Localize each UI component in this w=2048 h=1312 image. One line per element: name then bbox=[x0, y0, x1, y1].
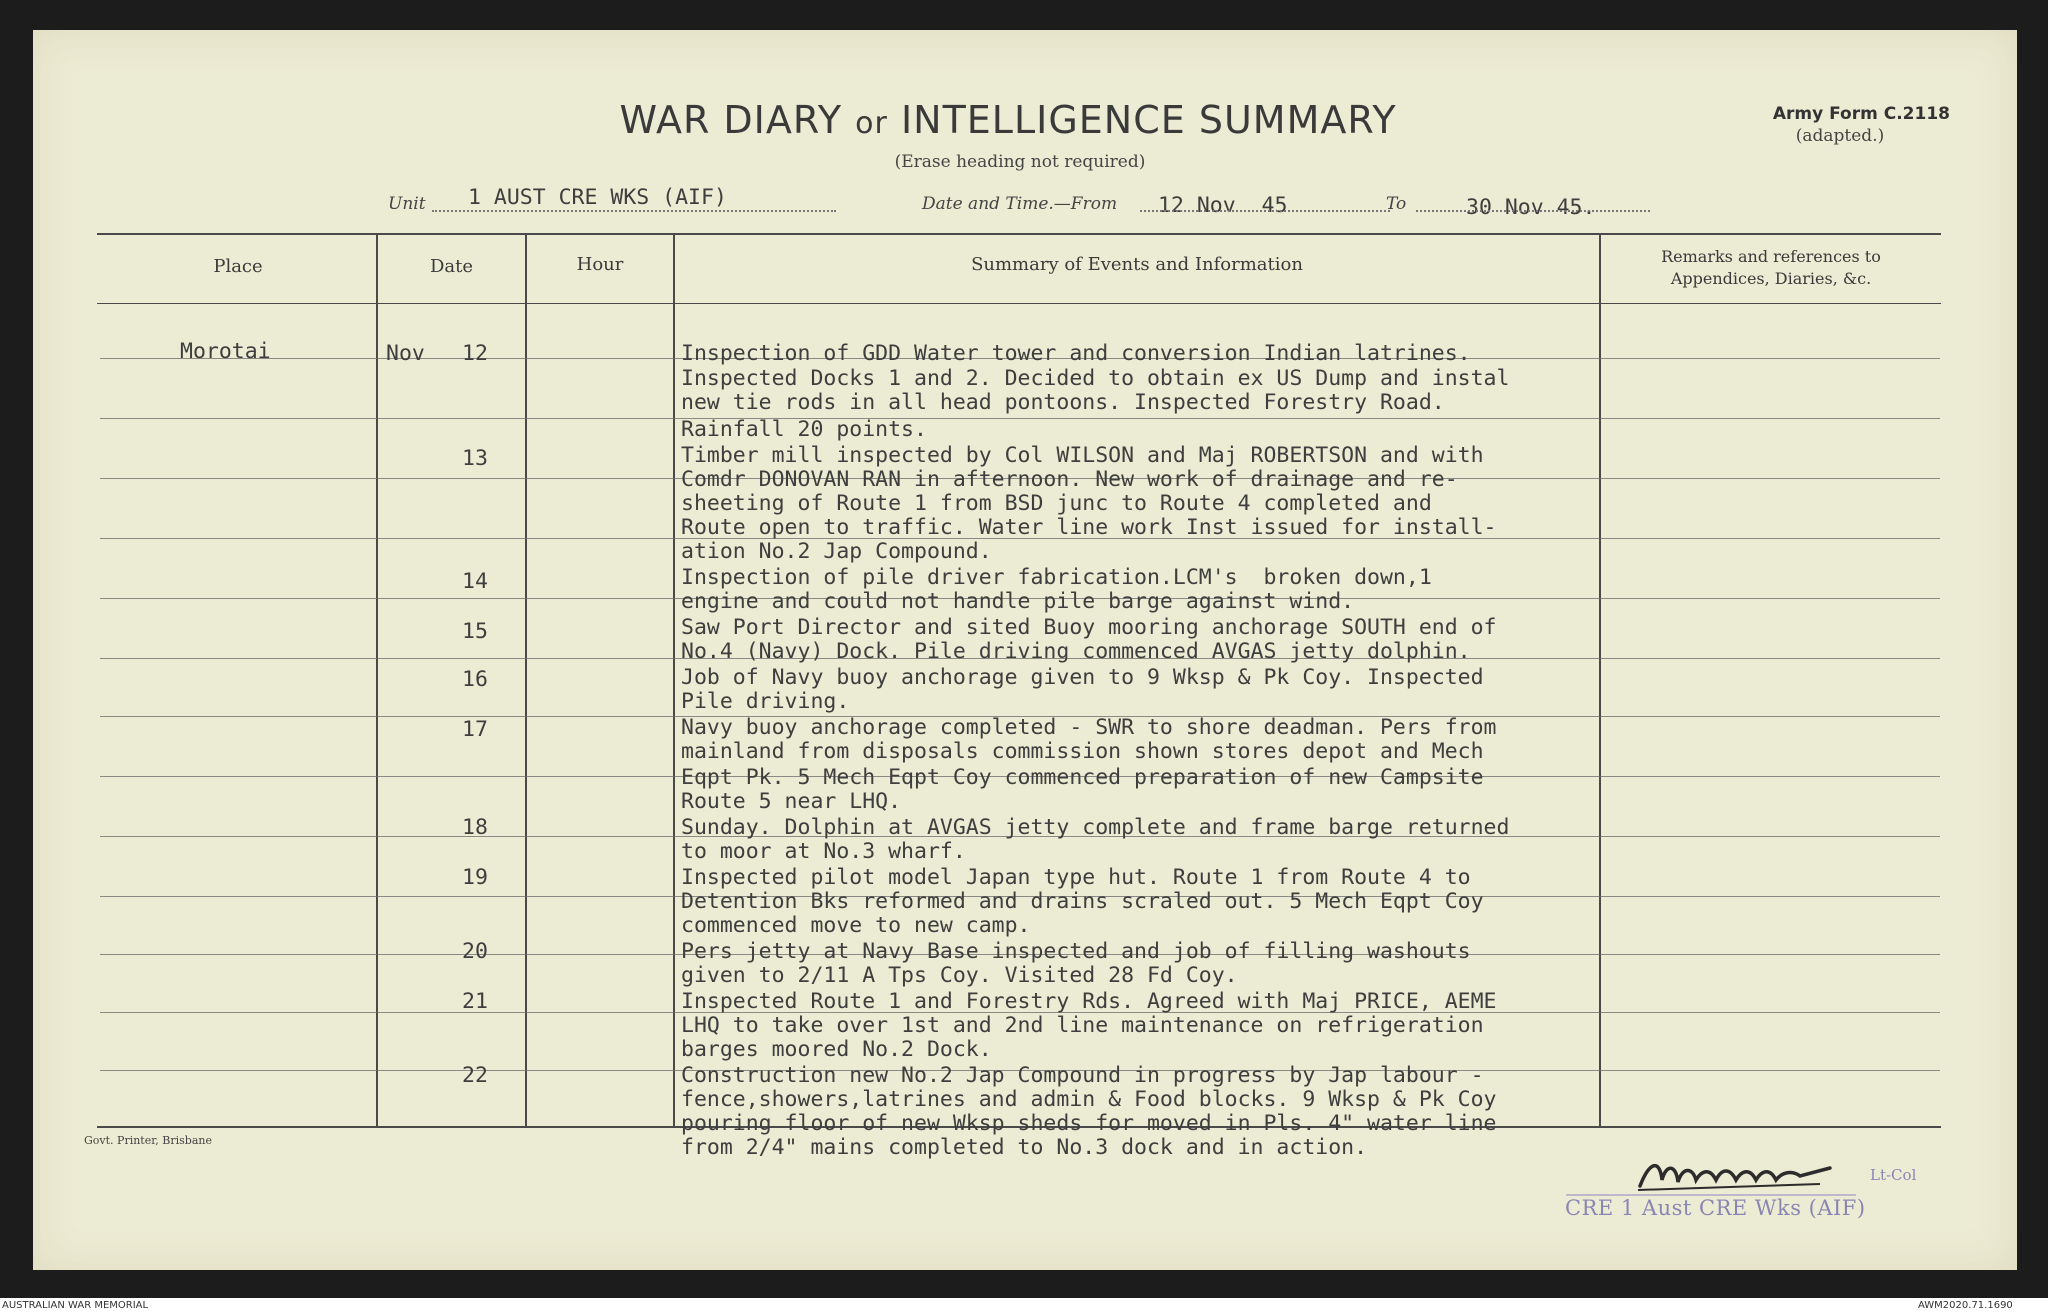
summary-line: given to 2/11 A Tps Coy. Visited 28 Fd Coy. bbox=[681, 963, 1238, 988]
rank-label: Lt-Col bbox=[1870, 1166, 1917, 1184]
date-19: 19 bbox=[462, 865, 488, 890]
archive-reference: AWM2020.71.1690 bbox=[1918, 1300, 2013, 1311]
summary-line: Construction new No.2 Jap Compound in progress by Jap labour - bbox=[681, 1063, 1484, 1088]
date-22: 22 bbox=[462, 1063, 488, 1088]
summary-line: to moor at No.3 wharf. bbox=[681, 839, 966, 864]
date-to-label: To bbox=[1386, 194, 1407, 214]
column-header-summary: Summary of Events and Information bbox=[971, 254, 1303, 275]
summary-line: Pers jetty at Navy Base inspected and job of filling washouts bbox=[681, 939, 1471, 964]
date-13: 13 bbox=[462, 446, 488, 471]
summary-line: Inspected pilot model Japan type hut. Route 1 from Route 4 to bbox=[681, 865, 1471, 890]
adapted-note: (adapted.) bbox=[1795, 126, 1885, 146]
army-form-number: Army Form C.2118 bbox=[1772, 104, 1950, 124]
date-17: 17 bbox=[462, 717, 488, 742]
date-from-label: Date and Time.—From bbox=[922, 194, 1118, 214]
summary-line: fence,showers,latrines and admin & Food blocks. 9 Wksp & Pk Coy bbox=[681, 1087, 1497, 1112]
date-from-value: 12 Nov 45 bbox=[1158, 193, 1288, 218]
column-header-remarks bbox=[1601, 246, 1941, 290]
column-header-place: Place bbox=[213, 256, 263, 277]
summary-line: barges moored No.2 Dock. bbox=[681, 1037, 992, 1062]
summary-line: Inspected Docks 1 and 2. Decided to obtain ex US Dump and instal bbox=[681, 366, 1510, 391]
summary-line: Navy buoy anchorage completed - SWR to shore deadman. Pers from bbox=[681, 715, 1497, 740]
remarks-header-line-1: Remarks and references to bbox=[1661, 247, 1881, 266]
title-part-1: WAR DIARY bbox=[619, 98, 856, 142]
date-15: 15 bbox=[462, 619, 488, 644]
unit-label: Unit bbox=[388, 194, 426, 214]
unit-stamp: CRE 1 Aust CRE Wks (AIF) bbox=[1565, 1196, 1866, 1220]
column-divider-date-hour bbox=[525, 233, 527, 1126]
date-21: 21 bbox=[462, 989, 488, 1014]
date-month: Nov bbox=[386, 341, 425, 366]
summary-line: Sunday. Dolphin at AVGAS jetty complete and frame barge returned bbox=[681, 815, 1510, 840]
summary-line: Job of Navy buoy anchorage given to 9 Wksp & Pk Coy. Inspected bbox=[681, 665, 1484, 690]
signature bbox=[1630, 1150, 1850, 1198]
archive-label: AUSTRALIAN WAR MEMORIAL bbox=[2, 1300, 149, 1311]
form-title bbox=[0, 98, 2016, 142]
summary-line: Rainfall 20 points. bbox=[681, 417, 927, 442]
summary-line: ation No.2 Jap Compound. bbox=[681, 539, 992, 564]
summary-line: LHQ to take over 1st and 2nd line maintenance on refrigeration bbox=[681, 1013, 1484, 1038]
summary-line: Inspection of GDD Water tower and conversion Indian latrines. bbox=[681, 341, 1471, 366]
column-header-hour: Hour bbox=[576, 254, 624, 275]
summary-line: Route 5 near LHQ. bbox=[681, 789, 902, 814]
summary-line: Pile driving. bbox=[681, 689, 850, 714]
summary-line: Inspected Route 1 and Forestry Rds. Agreed with Maj PRICE, AEME bbox=[681, 989, 1497, 1014]
date-from-dotted-line bbox=[1140, 210, 1390, 212]
summary-line: engine and could not handle pile barge against wind. bbox=[681, 589, 1355, 614]
unit-value: 1 AUST CRE WKS (AIF) bbox=[468, 185, 727, 210]
date-12: 12 bbox=[462, 341, 488, 366]
column-divider-hour-summary bbox=[673, 233, 675, 1126]
title-or: or bbox=[855, 106, 888, 141]
summary-line: mainland from disposals commission shown stores depot and Mech bbox=[681, 739, 1484, 764]
summary-line: pouring floor of new Wksp sheds for moved in Pls. 4" water line bbox=[681, 1111, 1497, 1136]
summary-line: Detention Bks reformed and drains scraled out. 5 Mech Eqpt Coy bbox=[681, 889, 1484, 914]
summary-line: from 2/4" mains completed to No.3 dock and in action. bbox=[681, 1135, 1368, 1160]
title-part-2: INTELLIGENCE SUMMARY bbox=[887, 98, 1397, 142]
summary-line: Route open to traffic. Water line work Inst issued for install- bbox=[681, 515, 1497, 540]
table-header-border bbox=[97, 303, 1941, 304]
column-divider-place-date bbox=[376, 233, 378, 1126]
summary-line: No.4 (Navy) Dock. Pile driving commenced AVGAS jetty dolphin. bbox=[681, 639, 1471, 664]
summary-line: Inspection of pile driver fabrication.LCM's broken down,1 bbox=[681, 565, 1432, 590]
column-divider-summary-remarks bbox=[1599, 233, 1601, 1126]
printer-note: Govt. Printer, Brisbane bbox=[84, 1134, 212, 1147]
summary-line: Eqpt Pk. 5 Mech Eqpt Coy commenced preparation of new Campsite bbox=[681, 765, 1484, 790]
erase-note: (Erase heading not required) bbox=[894, 152, 1146, 172]
summary-line: Saw Port Director and sited Buoy mooring anchorage SOUTH end of bbox=[681, 615, 1497, 640]
date-to-value: 30 Nov 45. bbox=[1466, 195, 1596, 220]
ruled-line bbox=[100, 418, 1940, 419]
date-20: 20 bbox=[462, 939, 488, 964]
column-header-date: Date bbox=[429, 256, 474, 277]
date-to-dotted-line bbox=[1416, 210, 1650, 212]
summary-line: Timber mill inspected by Col WILSON and Maj ROBERTSON and with bbox=[681, 443, 1484, 468]
remarks-header-line-2: Appendices, Diaries, &c. bbox=[1670, 269, 1872, 288]
table-top-border bbox=[97, 233, 1941, 235]
unit-dotted-line bbox=[432, 210, 836, 212]
date-18: 18 bbox=[462, 815, 488, 840]
place-morotai: Morotai bbox=[180, 339, 271, 364]
summary-line: new tie rods in all head pontoons. Inspected Forestry Road. bbox=[681, 390, 1445, 415]
date-16: 16 bbox=[462, 667, 488, 692]
summary-line: sheeting of Route 1 from BSD junc to Route 4 completed and bbox=[681, 491, 1432, 516]
summary-line: commenced move to new camp. bbox=[681, 913, 1031, 938]
summary-line: Comdr DONOVAN RAN in afternoon. New work of drainage and re- bbox=[681, 467, 1458, 492]
date-14: 14 bbox=[462, 569, 488, 594]
